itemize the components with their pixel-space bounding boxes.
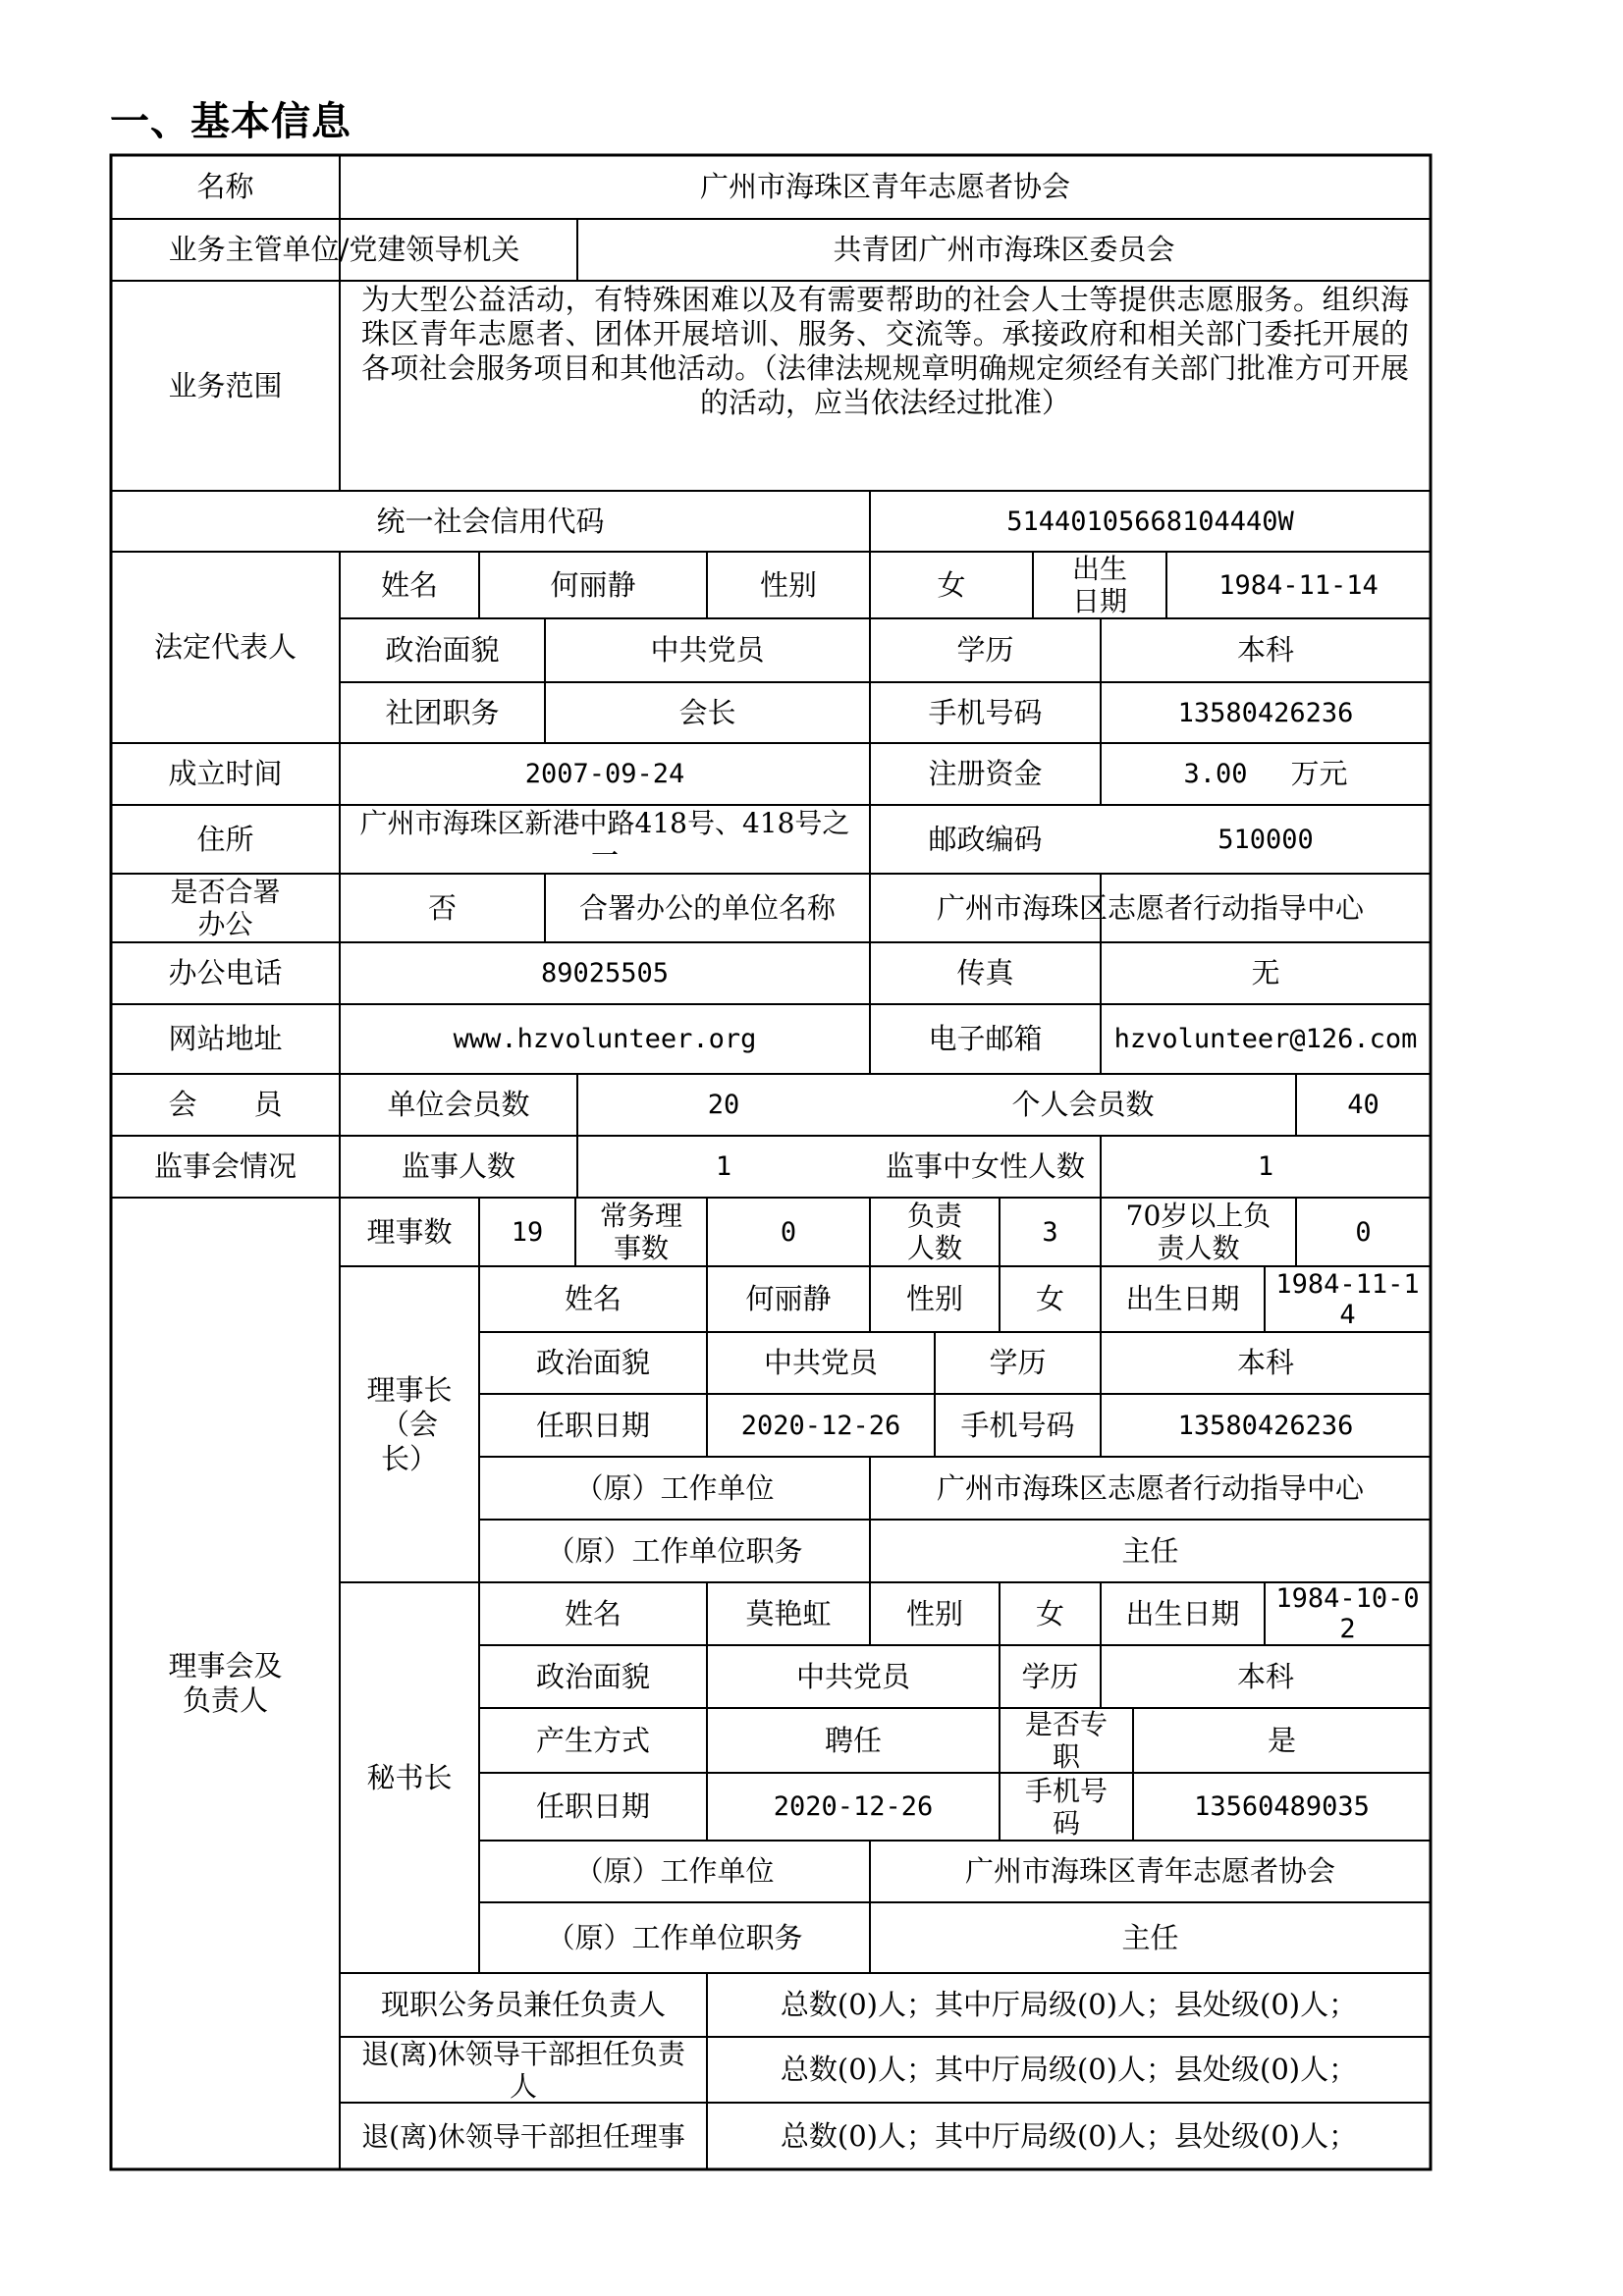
secretary-gender-label: 性别 bbox=[905, 1596, 963, 1630]
legal-rep-birth-label bbox=[1033, 552, 1166, 618]
secretary-name-label: 姓名 bbox=[564, 1596, 622, 1630]
capital-label: 注册资金 bbox=[928, 757, 1043, 790]
secretary-work-unit-label: （原）工作单位 bbox=[574, 1854, 775, 1888]
secretary-name: 莫艳虹 bbox=[745, 1596, 832, 1630]
legal-rep-political-label: 政治面貌 bbox=[385, 633, 500, 667]
members-label: 会 员 bbox=[168, 1088, 283, 1121]
supervisors-value: 1 bbox=[715, 1151, 732, 1182]
secretary-phone-label bbox=[1000, 1773, 1133, 1841]
chair-political: 中共党员 bbox=[763, 1346, 878, 1379]
standing-label bbox=[575, 1198, 707, 1266]
secretary-work-pos-label: （原）工作单位职务 bbox=[546, 1920, 803, 1954]
email-link[interactable] bbox=[1101, 1004, 1431, 1074]
supervisory-label: 监事会情况 bbox=[153, 1149, 297, 1183]
secretary-education-label: 学历 bbox=[1021, 1659, 1079, 1693]
chair-political-label: 政治面貌 bbox=[535, 1346, 650, 1379]
scope-text: 为大型公益活动，有特殊困难以及有需要帮助的社会人士等提供志愿服务。组织海珠区青年志愿者、团体开展培训、服务、交流等。承接政府和相关部门委托开展的各项社会服务项目和其他活动。（法律法规规章明确规定须经有关部门批准方可开展的活动，应当依法经过批准） bbox=[361, 283, 1409, 419]
shared-unit-label: 合署办公的单位名称 bbox=[578, 890, 836, 925]
over70-value: 0 bbox=[1355, 1216, 1372, 1248]
founded-label: 成立时间 bbox=[168, 757, 283, 790]
secretary-fulltime-label bbox=[1000, 1708, 1133, 1773]
supervisors-label: 监事人数 bbox=[401, 1149, 515, 1183]
postcode-value: 510000 bbox=[1217, 824, 1314, 855]
chair-education-label: 学历 bbox=[989, 1346, 1047, 1379]
founded-value: 2007-09-24 bbox=[524, 759, 685, 789]
postcode-label: 邮政编码 bbox=[928, 822, 1043, 856]
section-heading: 一、基本信息 bbox=[110, 99, 352, 144]
chair-education: 本科 bbox=[1236, 1346, 1294, 1379]
legal-rep-birth-label-text: 出生日期 bbox=[1071, 553, 1127, 617]
standing-value: 0 bbox=[780, 1216, 797, 1248]
shared-unit-value: 广州市海珠区志愿者行动指导中心 bbox=[936, 890, 1364, 925]
retired-leader-label-text: 退(离)休领导干部担任负责人 bbox=[361, 2037, 685, 2103]
shared-office-value: 否 bbox=[427, 890, 457, 925]
secretary-birth-text: 1984-10-02 bbox=[1275, 1583, 1420, 1644]
secretary-political: 中共党员 bbox=[795, 1659, 910, 1693]
civil-servant-label: 现职公务员兼任负责人 bbox=[380, 1988, 666, 2021]
tel-label: 办公电话 bbox=[168, 956, 283, 989]
over70-label-text: 70岁以上负责人数 bbox=[1125, 1200, 1271, 1264]
chair-phone: 13580426236 bbox=[1177, 1410, 1354, 1441]
chair-gender: 女 bbox=[1035, 1282, 1064, 1315]
over70-label bbox=[1101, 1198, 1296, 1266]
council-label-text: 理事会及负责人 bbox=[168, 1649, 283, 1717]
tel-value: 89025505 bbox=[540, 958, 670, 988]
retired-director-label-text: 退(离)休领导干部担任理事 bbox=[361, 2119, 685, 2153]
secretary-label: 秘书长 bbox=[366, 1760, 453, 1794]
address-value bbox=[340, 805, 870, 874]
secretary-fulltime: 是 bbox=[1267, 1723, 1296, 1757]
chair-phone-label: 手机号码 bbox=[960, 1408, 1075, 1442]
shared-office-label-text: 是否合署办公 bbox=[170, 876, 281, 940]
org-name-label: 名称 bbox=[196, 170, 254, 203]
supervisor-value: 共青团广州市海珠区委员会 bbox=[833, 233, 1175, 266]
legal-rep-position: 会长 bbox=[678, 695, 736, 729]
secretary-education: 本科 bbox=[1236, 1659, 1294, 1693]
address-text: 广州市海珠区新港中路418号、418号之一 bbox=[359, 807, 850, 872]
credit-code-value: 51440105668104440W bbox=[1006, 506, 1294, 537]
capital-unit: 万元 bbox=[1290, 757, 1348, 790]
chair-birth-text: 1984-11-14 bbox=[1275, 1268, 1420, 1330]
secretary-work-unit: 广州市海珠区青年志愿者协会 bbox=[964, 1854, 1335, 1888]
shared-office-label bbox=[111, 874, 340, 942]
retired-director-label bbox=[340, 2103, 707, 2169]
website-link[interactable]: www.hzvolunteer.org bbox=[453, 1024, 757, 1054]
legal-rep-name-label: 姓名 bbox=[380, 567, 438, 602]
chair-term-label: 任职日期 bbox=[535, 1408, 650, 1442]
legal-rep-phone: 13580426236 bbox=[1177, 697, 1354, 728]
legal-rep-education-label: 学历 bbox=[956, 633, 1014, 667]
email-label: 电子邮箱 bbox=[928, 1022, 1043, 1055]
legal-rep-gender-label: 性别 bbox=[759, 567, 817, 602]
secretary-work-pos: 主任 bbox=[1121, 1920, 1179, 1954]
civil-servant-value: 总数(0)人；其中厅局级(0)人；县处级(0)人； bbox=[780, 1988, 1358, 2021]
leaders-value: 3 bbox=[1042, 1216, 1058, 1248]
secretary-phone: 13560489035 bbox=[1194, 1791, 1370, 1822]
credit-code-label: 统一社会信用代码 bbox=[376, 504, 605, 538]
secretary-term-label: 任职日期 bbox=[535, 1789, 650, 1823]
unit-members-label: 单位会员数 bbox=[387, 1088, 530, 1121]
unit-members-value: 20 bbox=[707, 1090, 740, 1120]
chair-work-pos: 主任 bbox=[1121, 1533, 1179, 1568]
legal-rep-birth: 1984-11-14 bbox=[1218, 569, 1379, 601]
chair-work-pos-label: （原）工作单位职务 bbox=[546, 1533, 803, 1568]
directors-value: 19 bbox=[511, 1216, 544, 1248]
individual-members-value: 40 bbox=[1347, 1090, 1380, 1120]
secretary-birth bbox=[1265, 1582, 1431, 1645]
secretary-gender: 女 bbox=[1035, 1596, 1064, 1630]
chair-work-unit-label: （原）工作单位 bbox=[574, 1470, 775, 1505]
fax-value: 无 bbox=[1251, 956, 1280, 989]
address-label: 住所 bbox=[196, 822, 254, 856]
chair-birth bbox=[1265, 1266, 1431, 1332]
legal-rep-education: 本科 bbox=[1236, 633, 1294, 667]
standing-label-text: 常务理事数 bbox=[599, 1200, 682, 1264]
chair-birth-label: 出生日期 bbox=[1125, 1282, 1240, 1315]
female-supervisors-value: 1 bbox=[1257, 1151, 1274, 1182]
website-label: 网站地址 bbox=[168, 1022, 283, 1055]
secretary-fulltime-label-text: 是否专职 bbox=[1024, 1708, 1108, 1773]
scope-label: 业务范围 bbox=[168, 368, 283, 402]
org-name-value: 广州市海珠区青年志愿者协会 bbox=[699, 170, 1070, 203]
legal-rep-gender: 女 bbox=[937, 567, 966, 602]
female-supervisors-label: 监事中女性人数 bbox=[885, 1149, 1085, 1183]
secretary-method: 聘任 bbox=[824, 1723, 882, 1757]
retired-director-value: 总数(0)人；其中厅局级(0)人；县处级(0)人； bbox=[780, 2118, 1358, 2153]
retired-leader-label bbox=[340, 2037, 707, 2103]
legal-rep-name: 何丽静 bbox=[550, 567, 636, 602]
council-label bbox=[111, 1198, 340, 2169]
leaders-label-text: 负责人数 bbox=[906, 1200, 962, 1264]
chair-name-label: 姓名 bbox=[564, 1282, 622, 1315]
email-text: hzvolunteer@126.com bbox=[1113, 1023, 1418, 1054]
legal-rep-phone-label: 手机号码 bbox=[928, 695, 1043, 729]
chair-label-text: 理事长（会长） bbox=[366, 1372, 453, 1475]
directors-label: 理事数 bbox=[366, 1214, 453, 1249]
chair-gender-label: 性别 bbox=[905, 1282, 963, 1315]
secretary-political-label: 政治面貌 bbox=[535, 1659, 650, 1693]
legal-rep-label: 法定代表人 bbox=[153, 630, 297, 664]
capital-value bbox=[1101, 743, 1431, 805]
chair-work-unit: 广州市海珠区志愿者行动指导中心 bbox=[936, 1470, 1364, 1505]
legal-rep-political: 中共党员 bbox=[650, 633, 765, 667]
capital-amount: 3.00 bbox=[1183, 759, 1248, 789]
retired-leader-value: 总数(0)人；其中厅局级(0)人；县处级(0)人； bbox=[780, 2053, 1358, 2086]
scope-value bbox=[340, 281, 1431, 491]
leaders-label bbox=[870, 1198, 1000, 1266]
secretary-birth-label: 出生日期 bbox=[1125, 1596, 1240, 1630]
chair-label bbox=[340, 1266, 479, 1582]
chair-name: 何丽静 bbox=[745, 1282, 832, 1315]
fax-label: 传真 bbox=[956, 956, 1014, 989]
secretary-method-label: 产生方式 bbox=[535, 1723, 650, 1757]
legal-rep-position-label: 社团职务 bbox=[385, 695, 500, 729]
secretary-term: 2020-12-26 bbox=[773, 1791, 934, 1822]
chair-term: 2020-12-26 bbox=[740, 1410, 901, 1441]
individual-members-label: 个人会员数 bbox=[1011, 1088, 1155, 1121]
secretary-phone-label-text: 手机号码 bbox=[1024, 1774, 1108, 1840]
supervisor-label: 业务主管单位/党建领导机关 bbox=[168, 233, 520, 266]
